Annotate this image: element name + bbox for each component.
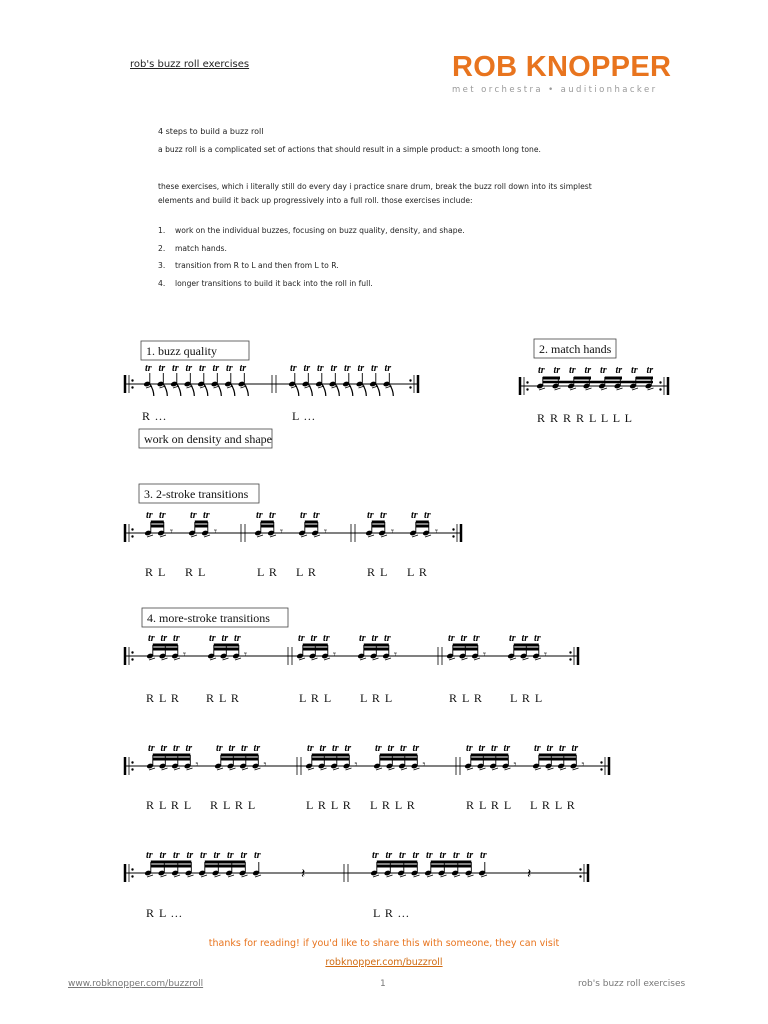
trill-mark: tr: [300, 510, 307, 521]
trill-mark: tr: [371, 363, 378, 374]
trill-mark: tr: [448, 633, 455, 644]
trill-mark: tr: [453, 850, 460, 861]
trill-mark: tr: [584, 365, 592, 376]
eighth-rest: 𝄾: [354, 759, 358, 771]
trill-mark: tr: [310, 633, 318, 644]
sticking-label: R L: [145, 565, 167, 579]
sticking-label: R L ...: [146, 906, 183, 920]
trill-mark: tr: [491, 743, 498, 754]
trill-mark: tr: [160, 743, 168, 754]
trill-mark: tr: [399, 850, 406, 861]
eighth-rest: 𝄾: [170, 526, 173, 538]
exercise-4-title: 4. more-stroke transitions: [147, 611, 270, 625]
repeat-dot: [579, 875, 581, 877]
repeat-dot: [131, 658, 133, 660]
trill-mark: tr: [323, 633, 330, 644]
quarter-rest: 𝄽: [301, 867, 306, 882]
trill-mark: tr: [384, 633, 391, 644]
repeat-dot: [131, 651, 133, 653]
repeat-dot: [131, 868, 133, 870]
trill-mark: tr: [241, 743, 248, 754]
trill-mark: tr: [400, 743, 407, 754]
trill-mark: tr: [380, 510, 387, 521]
intro-title: 4 steps to build a buzz roll: [158, 127, 264, 136]
trill-mark: tr: [503, 743, 511, 754]
trill-mark: tr: [185, 743, 193, 754]
trill-mark: tr: [559, 743, 566, 754]
sticking-label: L ...: [292, 409, 316, 423]
trill-mark: tr: [199, 363, 206, 374]
trill-mark: tr: [173, 743, 180, 754]
eighth-rest: 𝄾: [244, 649, 247, 661]
trill-mark: tr: [412, 850, 420, 861]
sticking-label: R L R L: [210, 798, 257, 812]
eighth-rest: 𝄾: [324, 526, 327, 538]
brand-tagline: met orchestra • auditionhacker: [452, 85, 658, 95]
trill-mark: tr: [553, 365, 561, 376]
sticking-label: L R L: [299, 691, 333, 705]
thanks-text: thanks for reading! if you'd like to share this with someone, they can visit: [208, 938, 560, 949]
trill-mark: tr: [332, 743, 339, 754]
trill-mark: tr: [466, 850, 474, 861]
trill-mark: tr: [254, 850, 261, 861]
trill-mark: tr: [359, 633, 366, 644]
trill-mark: tr: [375, 743, 382, 754]
eighth-rest: 𝄾: [183, 649, 186, 661]
trill-mark: tr: [330, 363, 338, 374]
document-title: rob's buzz roll exercises: [130, 59, 250, 70]
trill-mark: tr: [313, 510, 320, 521]
trill-mark: tr: [186, 850, 194, 861]
trill-mark: tr: [385, 850, 393, 861]
list-number: 1.: [158, 226, 166, 235]
intro-paragraph-1: a buzz roll is a complicated set of actions that should result in a simple product: a smooth long tone.: [158, 145, 541, 154]
trill-mark: tr: [148, 743, 155, 754]
trill-mark: tr: [269, 510, 276, 521]
intro-paragraph-2: these exercises, which i literally still do every day i practice snare drum, break the buzz roll down into its simplest elements and build it back up progressively into a full roll. those exercises include:: [158, 182, 592, 205]
eighth-rest: 𝄾: [263, 759, 267, 771]
trill-mark: tr: [646, 365, 654, 376]
list-text: match hands.: [175, 243, 227, 253]
trill-mark: tr: [439, 850, 447, 861]
repeat-dot: [526, 388, 528, 390]
eighth-rest: 𝄾: [195, 759, 199, 771]
exercise-2-title: 2. match hands: [539, 342, 612, 356]
repeat-dot: [131, 386, 133, 388]
sticking-label: R L: [367, 565, 389, 579]
trill-mark: tr: [546, 743, 554, 754]
thanks-link[interactable]: robknopper.com/buzzroll: [325, 957, 443, 968]
eighth-rest: 𝄾: [214, 526, 217, 538]
list-text: work on the individual buzzes, focusing on buzz quality, density, and shape.: [175, 226, 465, 235]
trill-mark: tr: [509, 633, 516, 644]
exercise-1-title: 1. buzz quality: [146, 344, 217, 358]
footer-url[interactable]: www.robknopper.com/buzzroll: [68, 979, 204, 989]
eighth-rest: 𝄾: [435, 526, 438, 538]
eighth-rest: 𝄾: [333, 649, 336, 661]
trill-mark: tr: [227, 850, 234, 861]
repeat-dot: [659, 381, 661, 383]
thanks-link-line: [0, 957, 768, 968]
sticking-label: R L R: [206, 691, 240, 705]
trill-mark: tr: [480, 850, 487, 861]
trill-mark: tr: [240, 850, 248, 861]
trill-mark: tr: [185, 363, 193, 374]
eighth-rest: 𝄾: [391, 526, 394, 538]
trill-mark: tr: [317, 363, 324, 374]
repeat-dot: [131, 535, 133, 537]
trill-mark: tr: [424, 510, 431, 521]
repeat-dot: [131, 768, 133, 770]
sticking-label: R R R R L L L L: [537, 411, 633, 425]
trill-mark: tr: [367, 510, 374, 521]
repeat-dot: [409, 386, 411, 388]
trill-mark: tr: [234, 633, 241, 644]
trill-mark: tr: [569, 365, 576, 376]
trill-mark: tr: [209, 633, 216, 644]
trill-mark: tr: [203, 510, 210, 521]
trill-mark: tr: [371, 633, 379, 644]
trill-mark: tr: [200, 850, 207, 861]
repeat-dot: [526, 381, 528, 383]
trill-mark: tr: [478, 743, 486, 754]
trill-mark: tr: [221, 633, 229, 644]
list-text: transition from R to L and then from L to R.: [175, 261, 339, 270]
trill-mark: tr: [344, 743, 352, 754]
repeat-dot: [600, 768, 602, 770]
repeat-dot: [600, 761, 602, 763]
trill-mark: tr: [631, 365, 638, 376]
repeat-dot: [569, 651, 571, 653]
trill-mark: tr: [600, 365, 607, 376]
list-text: longer transitions to build it back into the roll in full.: [175, 278, 373, 288]
trill-mark: tr: [303, 363, 311, 374]
trill-mark: tr: [387, 743, 395, 754]
trill-mark: tr: [357, 363, 365, 374]
trill-mark: tr: [538, 365, 545, 376]
trill-mark: tr: [228, 743, 236, 754]
trill-mark: tr: [216, 743, 223, 754]
sticking-label: R L R: [449, 691, 483, 705]
trill-mark: tr: [213, 850, 221, 861]
repeat-dot: [131, 528, 133, 530]
eighth-rest: 𝄾: [483, 649, 486, 661]
trill-mark: tr: [173, 633, 180, 644]
repeat-dot: [569, 658, 571, 660]
trill-mark: tr: [460, 633, 468, 644]
sticking-label: L R: [296, 565, 317, 579]
trill-mark: tr: [239, 363, 247, 374]
exercise-1-sublabel: work on density and shape: [144, 432, 272, 446]
sticking-label: L R L R: [306, 798, 352, 812]
trill-mark: tr: [290, 363, 297, 374]
repeat-dot: [452, 528, 454, 530]
trill-mark: tr: [146, 510, 153, 521]
eighth-rest: 𝄾: [513, 759, 517, 771]
sticking-label: L R L R: [530, 798, 576, 812]
trill-mark: tr: [473, 633, 480, 644]
trill-mark: tr: [384, 363, 392, 374]
trill-mark: tr: [212, 363, 220, 374]
trill-mark: tr: [145, 363, 152, 374]
trill-mark: tr: [344, 363, 351, 374]
trill-mark: tr: [426, 850, 433, 861]
eighth-rest: 𝄾: [544, 649, 547, 661]
page-number: 1: [380, 979, 386, 989]
trill-mark: tr: [298, 633, 305, 644]
eighth-rest: 𝄾: [422, 759, 426, 771]
trill-mark: tr: [172, 363, 179, 374]
trill-mark: tr: [307, 743, 314, 754]
trill-mark: tr: [466, 743, 473, 754]
sticking-label: L R L R: [370, 798, 416, 812]
trill-mark: tr: [411, 510, 418, 521]
trill-mark: tr: [412, 743, 420, 754]
list-number: 2.: [158, 243, 166, 253]
repeat-dot: [452, 535, 454, 537]
sticking-label: L R L: [360, 691, 394, 705]
quarter-rest: 𝄽: [527, 867, 532, 882]
repeat-dot: [131, 761, 133, 763]
eighth-rest: 𝄾: [581, 759, 585, 771]
sticking-label: L R L: [510, 691, 544, 705]
sticking-label: R ...: [142, 409, 168, 423]
sticking-label: R L: [185, 565, 207, 579]
repeat-dot: [659, 388, 661, 390]
trill-mark: tr: [159, 850, 167, 861]
trill-mark: tr: [190, 510, 197, 521]
trill-mark: tr: [160, 633, 168, 644]
trill-mark: tr: [253, 743, 261, 754]
repeat-dot: [579, 868, 581, 870]
trill-mark: tr: [173, 850, 180, 861]
eighth-rest: 𝄾: [394, 649, 397, 661]
trill-mark: tr: [158, 363, 166, 374]
repeat-dot: [409, 379, 411, 381]
repeat-dot: [131, 875, 133, 877]
list-number: 4.: [158, 278, 166, 288]
sticking-label: R L R L: [146, 798, 193, 812]
eighth-rest: 𝄾: [280, 526, 283, 538]
sticking-label: L R: [257, 565, 278, 579]
sticking-label: L R: [407, 565, 428, 579]
sticking-label: R L R L: [466, 798, 513, 812]
trill-mark: tr: [226, 363, 233, 374]
trill-mark: tr: [534, 633, 541, 644]
trill-mark: tr: [159, 510, 166, 521]
trill-mark: tr: [148, 633, 155, 644]
footer-title: rob's buzz roll exercises: [578, 979, 686, 989]
exercise-3-title: 3. 2-stroke transitions: [144, 487, 249, 501]
trill-mark: tr: [146, 850, 153, 861]
repeat-dot: [131, 379, 133, 381]
trill-mark: tr: [615, 365, 623, 376]
trill-mark: tr: [521, 633, 529, 644]
trill-mark: tr: [319, 743, 327, 754]
list-number: 3.: [158, 261, 166, 270]
trill-mark: tr: [372, 850, 379, 861]
trill-mark: tr: [571, 743, 579, 754]
brand-logo: ROB KNOPPER: [452, 51, 672, 83]
trill-mark: tr: [534, 743, 541, 754]
sticking-label: R L R: [146, 691, 180, 705]
sticking-label: L R ...: [373, 906, 410, 920]
trill-mark: tr: [256, 510, 263, 521]
